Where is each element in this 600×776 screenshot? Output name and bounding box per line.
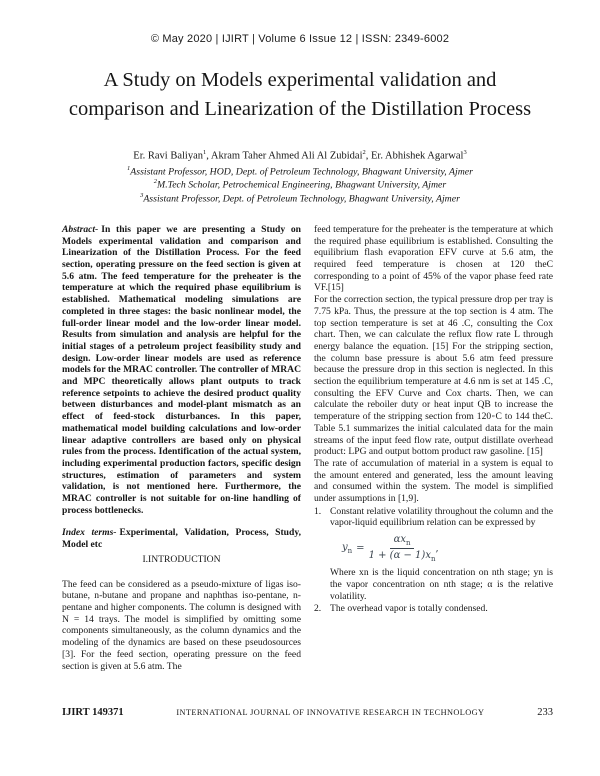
right-column — [314, 224, 553, 672]
item-2-text: The overhead vapor is totally condensed. — [330, 603, 488, 615]
vle-equation — [342, 534, 553, 563]
affiliation-3-sup: 3 — [140, 191, 144, 199]
affiliation-3-text: Assistant Professor, Dept. of Petroleum Technology, Bhagwant University, Ajmer — [143, 192, 460, 204]
equation-numerator — [390, 534, 415, 549]
paper-title-line-1: A Study on Models experimental validation and — [103, 69, 497, 91]
two-column-body — [0, 224, 600, 672]
equation-denominator-sub: n — [430, 555, 436, 564]
paper-title-line-2: comparison and Linearization of the Distillation Process — [68, 98, 532, 121]
item-1-body — [330, 506, 553, 603]
footer-page-number: 233 — [537, 707, 553, 718]
formula-explanation: Where xn is the liquid concentration on nth stage; yn is the vapor concentration on nth stage; α is the relative volatility. — [330, 567, 553, 602]
left-column — [62, 224, 301, 672]
affiliations — [0, 165, 600, 205]
item-2-body — [330, 603, 553, 615]
author-3-sup: 3 — [463, 149, 467, 157]
introduction-paragraph: The feed can be considered as a pseudo-mixture of ligas iso-butane, n-butane and propane and naphthas iso-pentane, n-pentane and higher components. The column is designed with N = 14 trays. The model is simplified by omitting some components simultaneously, as the column dynamics and the modeling of the dynamics are based on these pseudosources [3]. For the feed section, operating pressure on the feed section is given at 5.6 atm. The — [62, 578, 301, 672]
affiliation-2-sup: 2 — [153, 178, 158, 186]
affiliation-3 — [0, 192, 600, 205]
index-terms — [62, 527, 301, 550]
equation-denominator-base: 1 + (α − 1)x — [368, 550, 431, 562]
equation-comma: , — [435, 542, 439, 554]
author-3: , Er. Abhishek Agarwal — [365, 150, 464, 162]
numbered-item-1 — [314, 506, 553, 603]
equation-lhs-sub: n — [347, 546, 353, 555]
affiliation-1-text: Assistant Professor, HOD, Dept. of Petroleum Technology, Bhagwant University, Ajmer — [130, 165, 473, 177]
item-2-number: 2. — [314, 603, 322, 615]
abstract-text: In this paper we are presenting a Study on Models experimental validation and comparison and Linearization of the Distillation Process. For the feed section, operating pressure on the feed section is given at 5.6 atm. The feed temperature for the preheater is the temperature at which the required phase equilibrium is established. Mathematical modeling simulations are completed in three stages: the basic nonlinear model, the full-order linear model and the low-order linear model. Results from simulation and analysis are helpful for the initial stages of a petroleum project feasibility study and design. Low-order linear models are used as reference models for the MRAC controller. The controller of MRAC and MPC theoretically allows plant outputs to track reference setpoints to achieve the desired product quality between disturbances and model-plant mismatch as an effect of feed-stock disturbances. In this paper, mathematical model building calculations and low-order linear adaptive controllers are based only on physical rules from the process. Identification of the actual system, including experimental production factors, specific design structures, estimation of parameters and system validation, is not mentioned here. Furthermore, the MRAC controller is not suitable for on-line handling of process bottlenecks. — [62, 223, 301, 516]
paragraph-correction-section: For the correction section, the typical pressure drop per tray is 7.75 kPa. Thus, the pressure at the top section is 4 atm. The top section temperature is set at 46 .C, consulting the Cox chart. Then, we can calculate the reflux flow rate L through energy balance the equation. [15] For the stripping section, the column base pressure is about 5.6 atm feed pressure because the pressure drop in this section is neglected. In this section the equilibrium temperature at 4.6 nm is set at 145 .C, consulting the EFV Curve and Cox charts. Then, we can calculate the reboiler duty or heat input QB to increase the temperature of the stripping section from 120◦C to 144 theC. Table 5.1 summarizes the initial calculated data for the main streams of the input feed flow rate, output distillate overhead product: LPG and output bottom product raw gasoline. [15] — [314, 294, 553, 458]
page-footer — [62, 707, 553, 718]
paragraph-feed-temperature: feed temperature for the preheater is the temperature at which the required phase equilibrium is established. Consulting the equilibrium flash evaporation EFV curve at 5.6 atm, the required feed temperature is chosen at 120 theC corresponding to a point of 45% of the vapor phase feed rate VF.[15] — [314, 223, 553, 294]
affiliation-2-text: M.Tech Scholar, Petrochemical Engineering, Bhagwant University, Ajmer — [157, 179, 447, 191]
abstract-label: Abstract- — [62, 223, 99, 235]
index-terms-label: Index terms- — [62, 527, 117, 539]
equation-fraction — [368, 534, 439, 564]
paragraph-accumulation: The rate of accumulation of material in a system is equal to the amount entered and generated, less the amount leaving and consumed within the system. The model is simplified under assumptions in [1,9]. — [314, 457, 553, 505]
affiliation-1 — [0, 165, 600, 178]
equation-numerator-base: αx — [393, 534, 406, 546]
footer-journal-name: INTERNATIONAL JOURNAL OF INNOVATIVE RESEARCH IN TECHNOLOGY — [176, 708, 485, 717]
affiliation-1-sup: 1 — [127, 164, 131, 172]
affiliation-2 — [0, 178, 600, 191]
index-terms-text: Experimental, Validation, Process, Study, Model etc — [62, 527, 301, 551]
authors-block — [0, 149, 600, 205]
section-heading-introduction: I.INTRODUCTION — [142, 553, 221, 565]
author-2: , Akram Taher Ahmed Ali Al Zubidai — [206, 150, 363, 162]
equation-numerator-sub: n — [405, 539, 411, 548]
numbered-item-2 — [314, 603, 553, 615]
author-names — [0, 149, 600, 162]
item-1-number: 1. — [314, 505, 322, 517]
author-1-sup: 1 — [202, 149, 207, 157]
abstract — [62, 224, 301, 517]
equation-equals: = — [356, 542, 365, 554]
author-1: Er. Ravi Baliyan — [133, 150, 203, 162]
paper-title — [0, 66, 600, 124]
equation-denominator — [369, 549, 436, 563]
equation-lhs-base: y — [342, 541, 348, 553]
author-2-sup: 2 — [362, 149, 366, 157]
item-1-text: Constant relative volatility throughout the column and the vapor-liquid equilibrium relation can be expressed by — [330, 505, 553, 529]
equation-lhs — [342, 542, 352, 556]
journal-header: © May 2020 | IJIRT | Volume 6 Issue 12 | ISSN: 2349-6002 — [150, 33, 450, 45]
footer-journal-id: IJIRT 149371 — [62, 707, 124, 718]
